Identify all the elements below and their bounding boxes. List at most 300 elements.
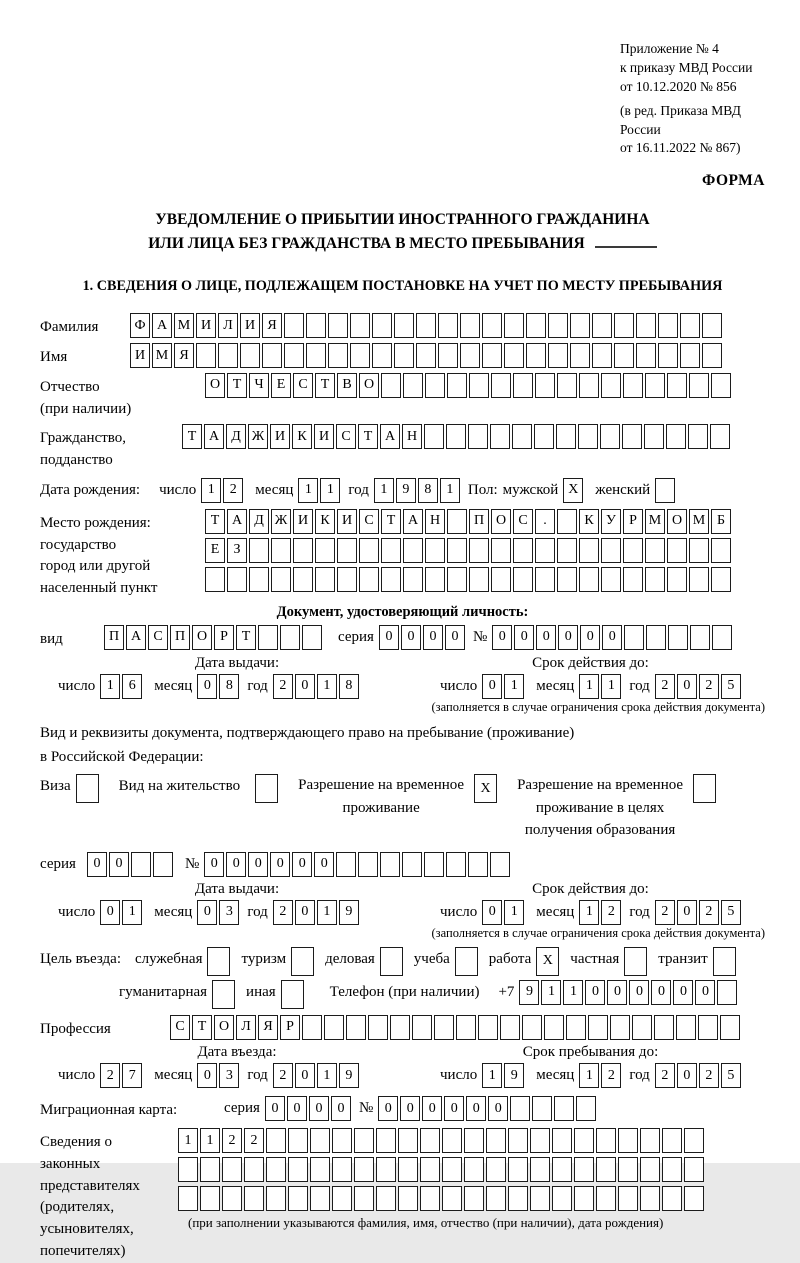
citizenship-cell[interactable]: А [380, 424, 400, 449]
birth-place-row3-cell[interactable] [667, 567, 687, 592]
representatives-row2-cell[interactable] [508, 1157, 528, 1182]
doc-kind-cell[interactable]: П [170, 625, 190, 650]
migration-number-cell[interactable]: 0 [466, 1096, 486, 1121]
birth-place-row3-cell[interactable] [535, 567, 555, 592]
representatives-row2-cell[interactable] [332, 1157, 352, 1182]
citizenship-cell[interactable] [578, 424, 598, 449]
birth-place-row3-cell[interactable] [227, 567, 247, 592]
migration-series-cell[interactable]: 0 [287, 1096, 307, 1121]
residence-issue-month-cell[interactable]: 0 [197, 900, 217, 925]
representatives-row1-cell[interactable] [574, 1128, 594, 1153]
identity-valid-year-cell[interactable]: 2 [699, 674, 719, 699]
citizenship-cell[interactable] [666, 424, 686, 449]
birth-place-row3-cell[interactable] [249, 567, 269, 592]
patronymic-cell[interactable] [623, 373, 643, 398]
birth-place-row2-cell[interactable] [689, 538, 709, 563]
stay-day-cell[interactable]: 9 [504, 1063, 524, 1088]
representatives-row1-cell[interactable] [640, 1128, 660, 1153]
citizenship-cell[interactable] [468, 424, 488, 449]
residence-issue-year-cell[interactable]: 2 [273, 900, 293, 925]
surname-cell[interactable] [482, 313, 502, 338]
profession-cell[interactable]: Р [280, 1015, 300, 1040]
doc-series-cell[interactable]: 0 [379, 625, 399, 650]
patronymic-cell[interactable] [579, 373, 599, 398]
profession-cell[interactable] [368, 1015, 388, 1040]
birth-year-cell[interactable]: 1 [440, 478, 460, 503]
representatives-row2-cell[interactable] [596, 1157, 616, 1182]
surname-cell[interactable]: Я [262, 313, 282, 338]
patronymic-cell[interactable] [601, 373, 621, 398]
stay-year-cell[interactable]: 2 [699, 1063, 719, 1088]
representatives-row2-cell[interactable] [288, 1157, 308, 1182]
birth-day-cell[interactable]: 2 [223, 478, 243, 503]
birth-place-row3-cell[interactable] [711, 567, 731, 592]
temp-residence-cell[interactable]: X [474, 774, 497, 803]
birth-place-row3-cell[interactable] [337, 567, 357, 592]
birth-place-row2-cell[interactable] [425, 538, 445, 563]
citizenship-cell[interactable]: А [204, 424, 224, 449]
birth-place-row1-cell[interactable]: П [469, 509, 489, 534]
birth-year-cell[interactable]: 9 [396, 478, 416, 503]
representatives-row2-cell[interactable] [200, 1157, 220, 1182]
birth-place-row2-cell[interactable] [557, 538, 577, 563]
representatives-row3-cell[interactable] [178, 1186, 198, 1211]
residence-valid-day-cell[interactable]: 1 [504, 900, 524, 925]
citizenship-cell[interactable]: Т [358, 424, 378, 449]
representatives-row2-cell[interactable] [398, 1157, 418, 1182]
identity-valid-month-cell[interactable]: 1 [579, 674, 599, 699]
residence-number-cell[interactable]: 0 [270, 852, 290, 877]
doc-number-cell[interactable]: 0 [580, 625, 600, 650]
patronymic-cell[interactable] [447, 373, 467, 398]
residence-issue-day-cell[interactable]: 0 [100, 900, 120, 925]
birth-place-row3-cell[interactable] [689, 567, 709, 592]
representatives-row3-cell[interactable] [376, 1186, 396, 1211]
representatives-row3-cell[interactable] [244, 1186, 264, 1211]
given-name-cell[interactable] [196, 343, 216, 368]
citizenship-cell[interactable] [688, 424, 708, 449]
representatives-row3-cell[interactable] [222, 1186, 242, 1211]
representatives-row2-cell[interactable] [266, 1157, 286, 1182]
representatives-row1-cell[interactable] [464, 1128, 484, 1153]
birth-place-row3-cell[interactable] [271, 567, 291, 592]
representatives-row3-cell[interactable] [552, 1186, 572, 1211]
stay-year-cell[interactable]: 2 [655, 1063, 675, 1088]
residence-number-cell[interactable]: 0 [248, 852, 268, 877]
citizenship-cell[interactable] [710, 424, 730, 449]
birth-year-cell[interactable]: 8 [418, 478, 438, 503]
profession-cell[interactable] [412, 1015, 432, 1040]
representatives-row3-cell[interactable] [574, 1186, 594, 1211]
given-name-cell[interactable] [240, 343, 260, 368]
doc-number-cell[interactable] [646, 625, 666, 650]
given-name-cell[interactable] [702, 343, 722, 368]
representatives-row1-cell[interactable] [684, 1128, 704, 1153]
surname-cell[interactable]: И [196, 313, 216, 338]
given-name-cell[interactable] [614, 343, 634, 368]
birth-place-row2-cell[interactable] [469, 538, 489, 563]
doc-number-cell[interactable] [624, 625, 644, 650]
birth-place-row1-cell[interactable]: Т [205, 509, 225, 534]
representatives-row3-cell[interactable] [596, 1186, 616, 1211]
birth-place-row3-cell[interactable] [557, 567, 577, 592]
surname-cell[interactable] [614, 313, 634, 338]
birth-place-row3-cell[interactable] [469, 567, 489, 592]
surname-cell[interactable] [504, 313, 524, 338]
representatives-row3-cell[interactable] [332, 1186, 352, 1211]
birth-place-row3-cell[interactable] [601, 567, 621, 592]
birth-place-row1-cell[interactable]: С [513, 509, 533, 534]
birth-place-row2-cell[interactable] [601, 538, 621, 563]
patronymic-cell[interactable]: Т [227, 373, 247, 398]
representatives-row2-cell[interactable] [552, 1157, 572, 1182]
citizenship-cell[interactable]: И [270, 424, 290, 449]
migration-number-cell[interactable]: 0 [444, 1096, 464, 1121]
migration-series-cell[interactable]: 0 [265, 1096, 285, 1121]
profession-cell[interactable] [434, 1015, 454, 1040]
doc-kind-cell[interactable] [258, 625, 278, 650]
migration-series-cell[interactable]: 0 [309, 1096, 329, 1121]
birth-place-row3-cell[interactable] [403, 567, 423, 592]
surname-cell[interactable] [636, 313, 656, 338]
patronymic-cell[interactable] [403, 373, 423, 398]
birth-place-row1-cell[interactable]: У [601, 509, 621, 534]
phone-cell[interactable]: 1 [563, 980, 583, 1005]
citizenship-cell[interactable]: И [314, 424, 334, 449]
representatives-row3-cell[interactable] [464, 1186, 484, 1211]
birth-place-row3-cell[interactable] [425, 567, 445, 592]
residence-valid-month-cell[interactable]: 1 [579, 900, 599, 925]
patronymic-cell[interactable] [491, 373, 511, 398]
citizenship-cell[interactable] [644, 424, 664, 449]
birth-place-row1-cell[interactable]: К [315, 509, 335, 534]
given-name-cell[interactable]: М [152, 343, 172, 368]
purpose-humanitarian-cell[interactable] [212, 980, 235, 1009]
citizenship-cell[interactable] [534, 424, 554, 449]
doc-number-cell[interactable]: 0 [536, 625, 556, 650]
representatives-row3-cell[interactable] [398, 1186, 418, 1211]
profession-cell[interactable]: Т [192, 1015, 212, 1040]
profession-cell[interactable] [302, 1015, 322, 1040]
stay-year-cell[interactable]: 5 [721, 1063, 741, 1088]
representatives-row1-cell[interactable] [552, 1128, 572, 1153]
purpose-work-cell[interactable]: X [536, 947, 559, 976]
visa-cell[interactable] [76, 774, 99, 803]
migration-number-cell[interactable]: 0 [422, 1096, 442, 1121]
representatives-row2-cell[interactable] [684, 1157, 704, 1182]
phone-cell[interactable]: 0 [629, 980, 649, 1005]
doc-kind-cell[interactable] [280, 625, 300, 650]
surname-cell[interactable]: А [152, 313, 172, 338]
citizenship-cell[interactable] [622, 424, 642, 449]
phone-cell[interactable] [717, 980, 737, 1005]
surname-cell[interactable]: М [174, 313, 194, 338]
residence-number-cell[interactable] [358, 852, 378, 877]
representatives-row3-cell[interactable] [310, 1186, 330, 1211]
birth-day-cell[interactable]: 1 [201, 478, 221, 503]
residence-issue-month-cell[interactable]: 3 [219, 900, 239, 925]
surname-cell[interactable] [702, 313, 722, 338]
representatives-row1-cell[interactable] [288, 1128, 308, 1153]
entry-month-cell[interactable]: 0 [197, 1063, 217, 1088]
birth-place-row2-cell[interactable] [381, 538, 401, 563]
given-name-cell[interactable] [394, 343, 414, 368]
citizenship-cell[interactable] [446, 424, 466, 449]
surname-cell[interactable] [394, 313, 414, 338]
entry-year-cell[interactable]: 0 [295, 1063, 315, 1088]
identity-valid-day-cell[interactable]: 0 [482, 674, 502, 699]
surname-cell[interactable]: И [240, 313, 260, 338]
patronymic-cell[interactable] [711, 373, 731, 398]
migration-number-cell[interactable] [576, 1096, 596, 1121]
birth-place-row1-cell[interactable]: Н [425, 509, 445, 534]
surname-cell[interactable] [438, 313, 458, 338]
doc-kind-cell[interactable]: Р [214, 625, 234, 650]
birth-place-row1-cell[interactable]: Б [711, 509, 731, 534]
representatives-row2-cell[interactable] [662, 1157, 682, 1182]
migration-number-cell[interactable]: 0 [488, 1096, 508, 1121]
representatives-row1-cell[interactable] [596, 1128, 616, 1153]
stay-day-cell[interactable]: 1 [482, 1063, 502, 1088]
representatives-row1-cell[interactable] [310, 1128, 330, 1153]
given-name-cell[interactable] [306, 343, 326, 368]
patronymic-cell[interactable] [689, 373, 709, 398]
given-name-cell[interactable] [592, 343, 612, 368]
representatives-row3-cell[interactable] [530, 1186, 550, 1211]
profession-cell[interactable]: С [170, 1015, 190, 1040]
patronymic-cell[interactable] [469, 373, 489, 398]
representatives-row3-cell[interactable] [266, 1186, 286, 1211]
birth-place-row1-cell[interactable] [447, 509, 467, 534]
phone-cell[interactable]: 0 [585, 980, 605, 1005]
doc-number-cell[interactable] [690, 625, 710, 650]
residence-number-cell[interactable] [380, 852, 400, 877]
profession-cell[interactable] [632, 1015, 652, 1040]
phone-cell[interactable]: 0 [695, 980, 715, 1005]
migration-series-cell[interactable]: 0 [331, 1096, 351, 1121]
entry-day-cell[interactable]: 7 [122, 1063, 142, 1088]
surname-cell[interactable] [548, 313, 568, 338]
doc-number-cell[interactable]: 0 [514, 625, 534, 650]
given-name-cell[interactable] [438, 343, 458, 368]
residence-issue-year-cell[interactable]: 1 [317, 900, 337, 925]
profession-cell[interactable] [456, 1015, 476, 1040]
profession-cell[interactable] [390, 1015, 410, 1040]
birth-place-row3-cell[interactable] [623, 567, 643, 592]
profession-cell[interactable] [324, 1015, 344, 1040]
surname-cell[interactable] [526, 313, 546, 338]
birth-place-row2-cell[interactable] [337, 538, 357, 563]
birth-place-row2-cell[interactable]: З [227, 538, 247, 563]
birth-place-row2-cell[interactable]: Е [205, 538, 225, 563]
profession-cell[interactable] [566, 1015, 586, 1040]
patronymic-cell[interactable] [535, 373, 555, 398]
residence-number-cell[interactable] [490, 852, 510, 877]
residence-number-cell[interactable]: 0 [314, 852, 334, 877]
residence-valid-day-cell[interactable]: 0 [482, 900, 502, 925]
identity-valid-day-cell[interactable]: 1 [504, 674, 524, 699]
residence-series-cell[interactable] [153, 852, 173, 877]
representatives-row1-cell[interactable]: 1 [200, 1128, 220, 1153]
entry-year-cell[interactable]: 9 [339, 1063, 359, 1088]
purpose-transit-cell[interactable] [713, 947, 736, 976]
residence-number-cell[interactable]: 0 [292, 852, 312, 877]
profession-cell[interactable] [522, 1015, 542, 1040]
birth-place-row2-cell[interactable] [491, 538, 511, 563]
citizenship-cell[interactable] [512, 424, 532, 449]
birth-place-row1-cell[interactable]: А [403, 509, 423, 534]
identity-issue-day-cell[interactable]: 1 [100, 674, 120, 699]
residence-valid-year-cell[interactable]: 2 [699, 900, 719, 925]
representatives-row1-cell[interactable] [442, 1128, 462, 1153]
representatives-row2-cell[interactable] [244, 1157, 264, 1182]
representatives-row3-cell[interactable] [442, 1186, 462, 1211]
given-name-cell[interactable] [526, 343, 546, 368]
given-name-cell[interactable] [372, 343, 392, 368]
birth-place-row3-cell[interactable] [315, 567, 335, 592]
birth-place-row3-cell[interactable] [205, 567, 225, 592]
given-name-cell[interactable]: И [130, 343, 150, 368]
representatives-row1-cell[interactable] [420, 1128, 440, 1153]
identity-valid-month-cell[interactable]: 1 [601, 674, 621, 699]
patronymic-cell[interactable]: О [359, 373, 379, 398]
residence-issue-day-cell[interactable]: 1 [122, 900, 142, 925]
citizenship-cell[interactable] [490, 424, 510, 449]
residence-valid-month-cell[interactable]: 2 [601, 900, 621, 925]
residence-permit-cell[interactable] [255, 774, 278, 803]
birth-place-row3-cell[interactable] [359, 567, 379, 592]
purpose-other-cell[interactable] [281, 980, 304, 1009]
representatives-row1-cell[interactable] [398, 1128, 418, 1153]
profession-cell[interactable] [500, 1015, 520, 1040]
representatives-row1-cell[interactable]: 1 [178, 1128, 198, 1153]
birth-place-row2-cell[interactable] [711, 538, 731, 563]
representatives-row2-cell[interactable] [222, 1157, 242, 1182]
given-name-cell[interactable] [482, 343, 502, 368]
given-name-cell[interactable] [636, 343, 656, 368]
profession-cell[interactable] [588, 1015, 608, 1040]
representatives-row2-cell[interactable] [486, 1157, 506, 1182]
residence-number-cell[interactable] [446, 852, 466, 877]
birth-place-row1-cell[interactable]: И [293, 509, 313, 534]
surname-cell[interactable] [306, 313, 326, 338]
birth-place-row3-cell[interactable] [381, 567, 401, 592]
representatives-row3-cell[interactable] [420, 1186, 440, 1211]
birth-place-row2-cell[interactable] [293, 538, 313, 563]
surname-cell[interactable] [658, 313, 678, 338]
citizenship-cell[interactable]: Н [402, 424, 422, 449]
doc-series-cell[interactable]: 0 [423, 625, 443, 650]
birth-place-row2-cell[interactable] [513, 538, 533, 563]
birth-place-row3-cell[interactable] [513, 567, 533, 592]
birth-place-row2-cell[interactable] [579, 538, 599, 563]
entry-day-cell[interactable]: 2 [100, 1063, 120, 1088]
representatives-row3-cell[interactable] [662, 1186, 682, 1211]
identity-issue-month-cell[interactable]: 0 [197, 674, 217, 699]
representatives-row2-cell[interactable] [376, 1157, 396, 1182]
residence-issue-year-cell[interactable]: 9 [339, 900, 359, 925]
doc-kind-cell[interactable]: С [148, 625, 168, 650]
representatives-row3-cell[interactable] [640, 1186, 660, 1211]
patronymic-cell[interactable] [425, 373, 445, 398]
surname-cell[interactable]: Л [218, 313, 238, 338]
representatives-row3-cell[interactable] [508, 1186, 528, 1211]
representatives-row2-cell[interactable] [420, 1157, 440, 1182]
citizenship-cell[interactable]: Ж [248, 424, 268, 449]
profession-cell[interactable] [698, 1015, 718, 1040]
sex-female-cell[interactable] [655, 478, 675, 503]
birth-place-row1-cell[interactable]: О [491, 509, 511, 534]
birth-place-row3-cell[interactable] [293, 567, 313, 592]
doc-number-cell[interactable]: 0 [492, 625, 512, 650]
birth-place-row1-cell[interactable]: С [359, 509, 379, 534]
profession-cell[interactable] [720, 1015, 740, 1040]
profession-cell[interactable]: Л [236, 1015, 256, 1040]
patronymic-cell[interactable]: С [293, 373, 313, 398]
birth-place-row1-cell[interactable]: Ж [271, 509, 291, 534]
birth-place-row1-cell[interactable] [557, 509, 577, 534]
birth-year-cell[interactable]: 1 [374, 478, 394, 503]
birth-place-row1-cell[interactable]: Д [249, 509, 269, 534]
identity-issue-month-cell[interactable]: 8 [219, 674, 239, 699]
patronymic-cell[interactable]: О [205, 373, 225, 398]
representatives-row1-cell[interactable] [376, 1128, 396, 1153]
surname-cell[interactable]: Ф [130, 313, 150, 338]
given-name-cell[interactable] [284, 343, 304, 368]
identity-valid-year-cell[interactable]: 0 [677, 674, 697, 699]
birth-place-row2-cell[interactable] [623, 538, 643, 563]
residence-number-cell[interactable] [468, 852, 488, 877]
birth-place-row2-cell[interactable] [359, 538, 379, 563]
patronymic-cell[interactable] [381, 373, 401, 398]
migration-number-cell[interactable] [554, 1096, 574, 1121]
residence-number-cell[interactable] [336, 852, 356, 877]
residence-series-cell[interactable]: 0 [109, 852, 129, 877]
citizenship-cell[interactable]: К [292, 424, 312, 449]
profession-cell[interactable]: Я [258, 1015, 278, 1040]
representatives-row2-cell[interactable] [354, 1157, 374, 1182]
purpose-tourism-cell[interactable] [291, 947, 314, 976]
citizenship-cell[interactable]: Д [226, 424, 246, 449]
birth-month-cell[interactable]: 1 [320, 478, 340, 503]
doc-kind-cell[interactable]: А [126, 625, 146, 650]
entry-month-cell[interactable]: 3 [219, 1063, 239, 1088]
surname-cell[interactable] [284, 313, 304, 338]
birth-place-row2-cell[interactable] [645, 538, 665, 563]
birth-place-row2-cell[interactable] [403, 538, 423, 563]
patronymic-cell[interactable]: Ч [249, 373, 269, 398]
residence-valid-year-cell[interactable]: 2 [655, 900, 675, 925]
birth-place-row1-cell[interactable]: А [227, 509, 247, 534]
birth-place-row2-cell[interactable] [249, 538, 269, 563]
residence-valid-year-cell[interactable]: 0 [677, 900, 697, 925]
representatives-row1-cell[interactable]: 2 [244, 1128, 264, 1153]
doc-series-cell[interactable]: 0 [401, 625, 421, 650]
representatives-row2-cell[interactable] [574, 1157, 594, 1182]
stay-month-cell[interactable]: 2 [601, 1063, 621, 1088]
given-name-cell[interactable] [416, 343, 436, 368]
phone-cell[interactable]: 9 [519, 980, 539, 1005]
representatives-row3-cell[interactable] [354, 1186, 374, 1211]
doc-number-cell[interactable]: 0 [558, 625, 578, 650]
patronymic-cell[interactable]: В [337, 373, 357, 398]
identity-valid-year-cell[interactable]: 2 [655, 674, 675, 699]
birth-place-row3-cell[interactable] [447, 567, 467, 592]
given-name-cell[interactable] [570, 343, 590, 368]
residence-series-cell[interactable] [131, 852, 151, 877]
purpose-private-cell[interactable] [624, 947, 647, 976]
migration-number-cell[interactable]: 0 [378, 1096, 398, 1121]
